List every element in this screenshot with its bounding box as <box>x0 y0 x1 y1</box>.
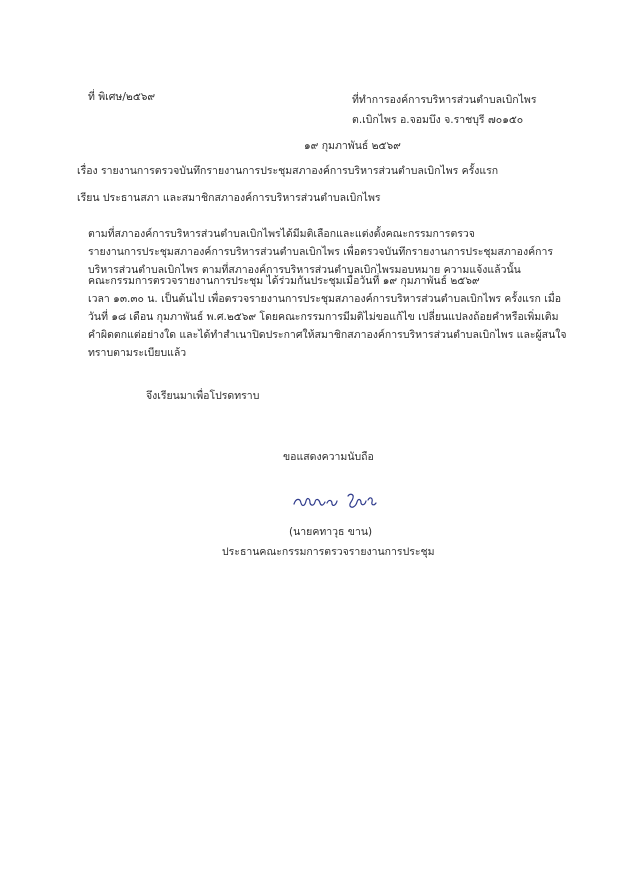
paragraph-line: วันที่ ๑๘ เดือน กุมภาพันธ์ พ.ศ.๒๕๖๙ โดยคณะกรรมการมีมติไม่ขอแก้ไข เปลี่ยนแปลงถ้อยคำหรือเพิ่มเติม <box>88 311 559 323</box>
reference-number: ที่ พิเศษ/๒๕๖๙ <box>88 91 156 103</box>
paragraph-line: บริหารส่วนตำบลเบิกไพร ตามที่สภาองค์การบริหารส่วนตำบลเบิกไพรมอบหมาย ความแจ้งแล้วนั้น <box>88 264 521 276</box>
regards-line: ขอแสดงความนับถือ <box>283 451 374 463</box>
office-address-line2: ต.เบิกไพร อ.จอมบึง จ.ราชบุรี ๗๐๑๕๐ <box>352 114 524 126</box>
subject-line: เรื่อง รายงานการตรวจบันทึกรายงานการประชุมสภาองค์การบริหารส่วนตำบลเบิกไพร ครั้งแรก <box>77 165 499 177</box>
handwritten-signature <box>292 488 382 514</box>
closing-line: จึงเรียนมาเพื่อโปรดทราบ <box>146 390 260 402</box>
paragraph-line: คำผิดตกแต่อย่างใด และได้ทำสำเนาปิดประกาศให้สมาชิกสภาองค์การบริหารส่วนตำบลเบิกไพร และผู้สนใจ <box>88 329 567 341</box>
recipient-line: เรียน ประธานสภา และสมาชิกสภาองค์การบริหารส่วนตำบลเบิกไพร <box>77 192 381 204</box>
paragraph-line: ทราบตามระเบียบแล้ว <box>88 347 187 359</box>
paragraph-line: เวลา ๑๓.๓๐ น. เป็นต้นไป เพื่อตรวจรายงานการประชุมสภาองค์การบริหารส่วนตำบลเบิกไพร ครั้งแรก เมื่อ <box>88 293 562 305</box>
paragraph-line: คณะกรรมการตรวจรายงานการประชุม ได้ร่วมกันประชุมเมื่อวันที่ ๑๙ กุมภาพันธ์ ๒๕๖๙ <box>88 275 480 287</box>
paragraph-line: รายงานการประชุมสภาองค์การบริหารส่วนตำบลเบิกไพร เพื่อตรวจบันทึกรายงานการประชุมสภาองค์การ <box>88 246 553 258</box>
paragraph-line: ตามที่สภาองค์การบริหารส่วนตำบลเบิกไพรได้มีมติเลือกและแต่งตั้งคณะกรรมการตรวจ <box>88 228 475 240</box>
body-paragraph-2 <box>88 272 567 362</box>
signer-name: (นายคทาวุธ ขาน) <box>289 526 373 538</box>
signer-position: ประธานคณะกรรมการตรวจรายงานการประชุม <box>222 546 435 558</box>
letter-date: ๑๙ กุมภาพันธ์ ๒๕๖๙ <box>304 140 401 152</box>
office-address-line1: ที่ทำการองค์การบริหารส่วนตำบลเบิกไพร <box>352 94 537 106</box>
body-paragraph-1 <box>88 225 553 279</box>
